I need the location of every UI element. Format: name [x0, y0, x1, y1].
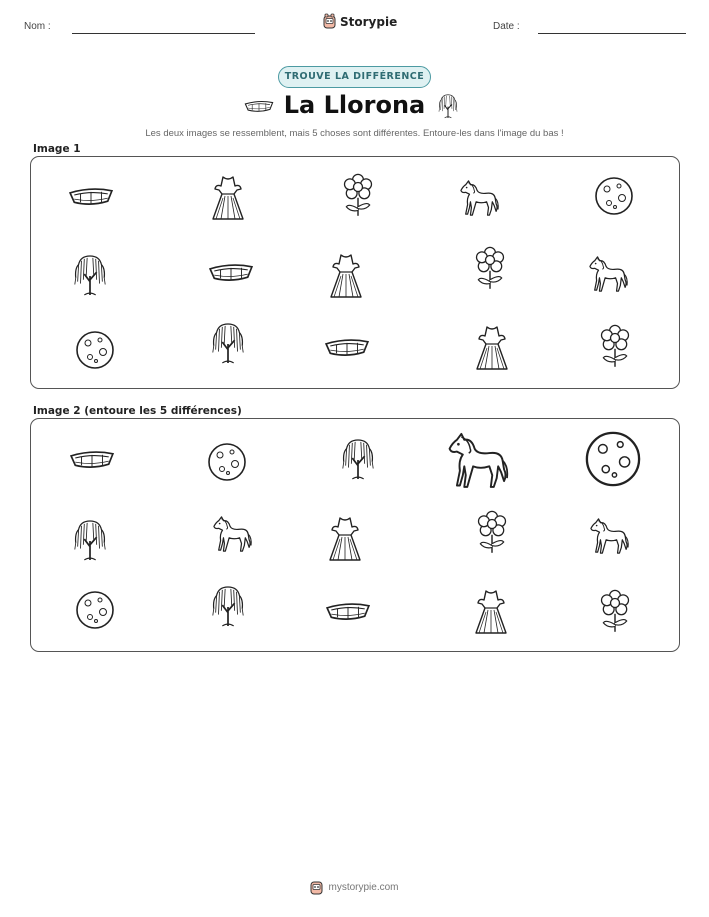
- moon-icon[interactable]: [207, 442, 247, 482]
- boat-icon[interactable]: [325, 599, 371, 623]
- boat-icon: [208, 260, 254, 284]
- name-label: Nom :: [24, 21, 51, 32]
- moon-icon: [75, 330, 115, 370]
- flower-icon[interactable]: [474, 510, 510, 556]
- horse-icon[interactable]: [588, 517, 630, 555]
- willow-icon[interactable]: [71, 517, 109, 563]
- willow-icon[interactable]: [339, 436, 377, 482]
- horse-icon: [587, 255, 629, 293]
- dress-icon: [210, 174, 246, 222]
- flower-icon: [597, 324, 633, 370]
- horse-icon: [458, 179, 500, 217]
- flower-icon: [340, 173, 376, 219]
- willow-icon: [71, 252, 109, 298]
- boat-icon: [68, 184, 114, 208]
- brand-name: Storypie: [340, 14, 398, 29]
- dress-icon[interactable]: [327, 515, 363, 563]
- storypie-mascot-icon: [323, 14, 336, 29]
- section1-label: Image 1: [33, 143, 81, 155]
- willow-icon[interactable]: [209, 583, 247, 629]
- moon-icon[interactable]: [75, 590, 115, 630]
- activity-badge: TROUVE LA DIFFÉRENCE: [278, 66, 431, 88]
- footer-mascot-icon: [310, 880, 323, 895]
- boat-icon[interactable]: [69, 447, 115, 471]
- date-line[interactable]: [538, 33, 686, 34]
- dress-icon: [328, 252, 364, 300]
- horse-icon[interactable]: [445, 431, 510, 490]
- section2-label: Image 2 (entoure les 5 différences): [33, 405, 242, 417]
- horse-icon[interactable]: [211, 515, 253, 553]
- page-title: La Llorona: [283, 91, 426, 119]
- dress-icon: [474, 324, 510, 372]
- instructions-text: Les deux images se ressemblent, mais 5 choses sont différentes. Entoure-les dans l'image du bas !: [145, 128, 564, 139]
- footer: [0, 880, 709, 895]
- willow-icon: [209, 320, 247, 366]
- moon-icon[interactable]: [584, 430, 642, 488]
- moon-icon: [594, 176, 634, 216]
- title-willow-icon: [436, 93, 460, 119]
- date-label: Date :: [493, 21, 520, 32]
- footer-url[interactable]: mystorypie.com: [328, 882, 399, 893]
- boat-icon: [324, 335, 370, 359]
- flower-icon[interactable]: [597, 589, 633, 635]
- name-line[interactable]: [72, 33, 255, 34]
- flower-icon: [472, 246, 508, 292]
- dress-icon[interactable]: [473, 588, 509, 636]
- brand-logo: [323, 14, 397, 29]
